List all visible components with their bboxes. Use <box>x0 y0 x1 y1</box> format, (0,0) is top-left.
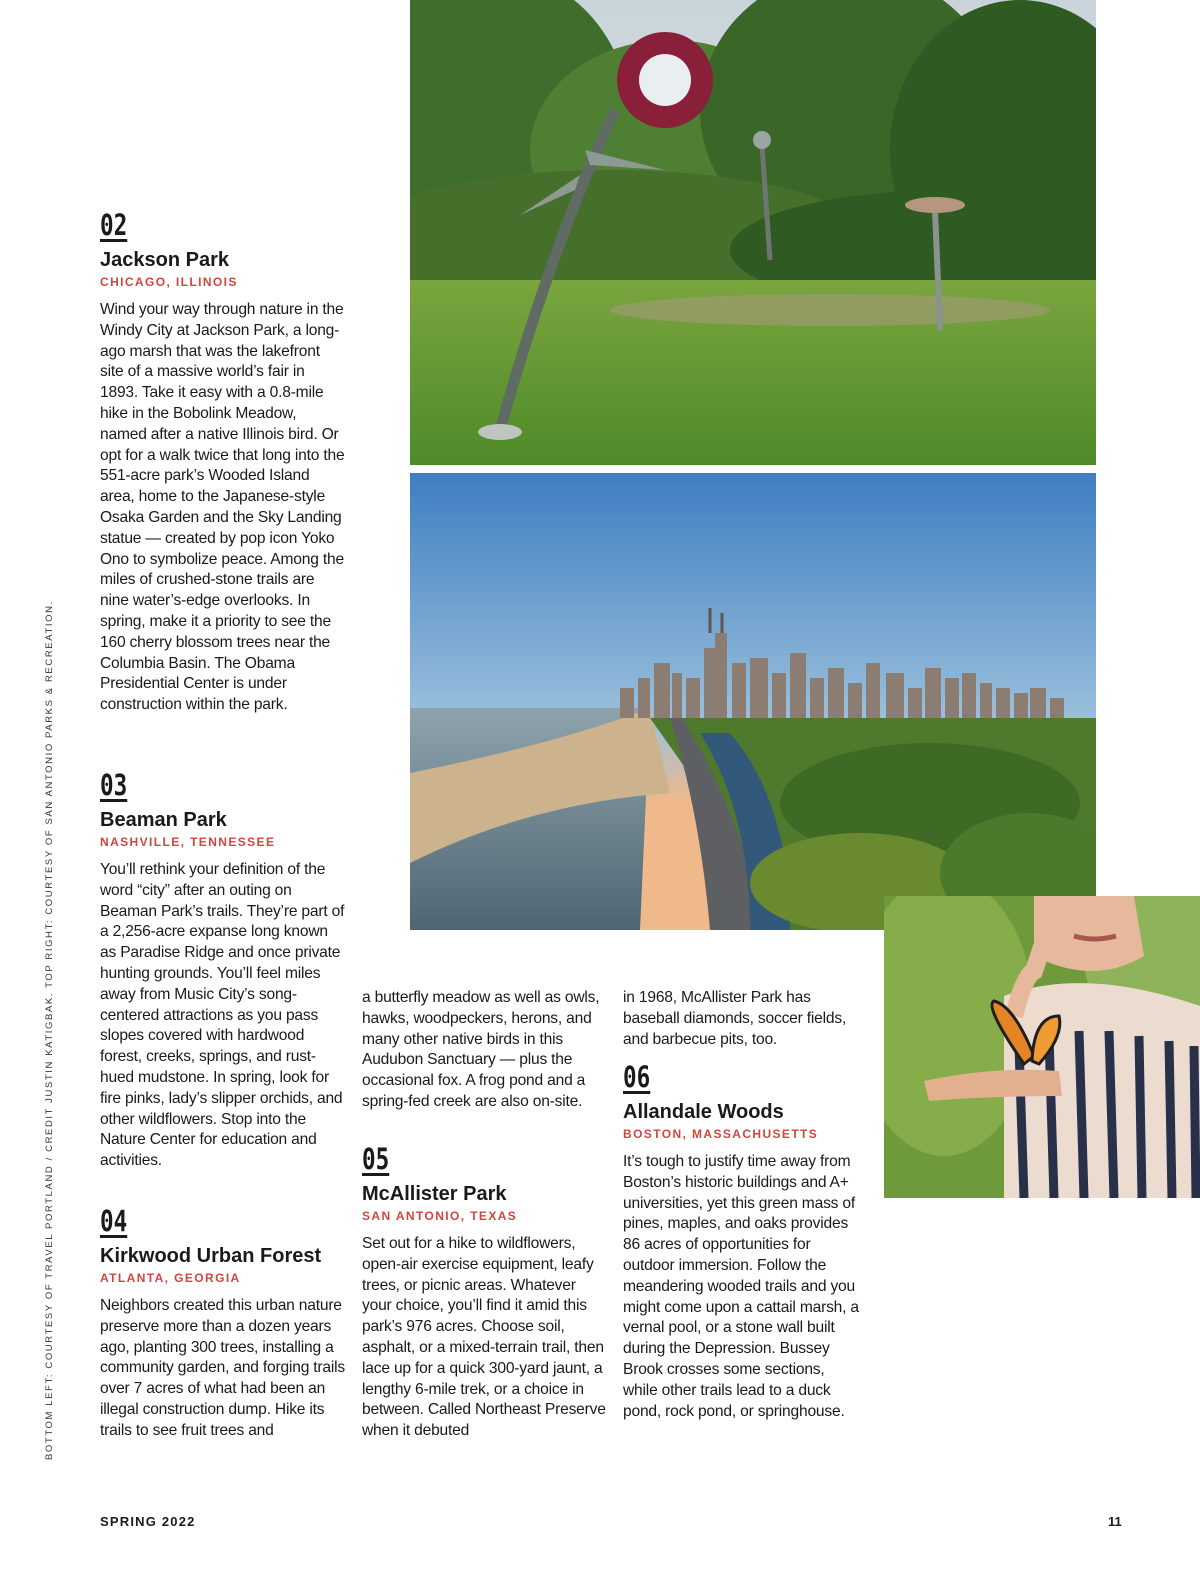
park-description: Neighbors created this urban nature preserve more than a dozen years ago, planting 300 trees, installing a community garden, and forging trails over 7 acres of what had been an illegal construction dump. Hike its trails to see fruit trees and <box>100 1297 346 1439</box>
issue-label: SPRING 2022 <box>100 1514 196 1529</box>
park-03-section <box>100 768 346 1172</box>
park-description-continued: a butterfly meadow as well as owls, hawks, woodpeckers, herons, and many other native birds in this Audubon Sanctuary — plus the occasional fox. A frog pond and a spring-fed creek are also on-site. <box>362 989 600 1110</box>
park-description: You’ll rethink your definition of the word “city” after an outing on Beaman Park’s trails. They’re part of a 2,256-acre expanse long known as Paradise Ridge and once private hunting grounds. You’ll feel miles away from Music City’s song-centered attractions as you pass slopes covered with hardwood forest, creeks, springs, and rust-hued mudstone. In spring, look for fire pinks, lady’s slipper orchids, and other wildflowers. Stop into the Nature Center for education and activities. <box>100 861 345 1170</box>
park-name: Allandale Woods <box>623 1101 784 1123</box>
park-location: BOSTON, MASSACHUSETTS <box>623 1127 819 1141</box>
park-name: Jackson Park <box>100 249 229 271</box>
page-number: 11 <box>1108 1514 1122 1529</box>
park-location: CHICAGO, ILLINOIS <box>100 275 238 289</box>
park-name: Kirkwood Urban Forest <box>100 1245 322 1267</box>
park-06-section <box>623 1060 859 1422</box>
photo-credit: BOTTOM LEFT: COURTESY OF TRAVEL PORTLAND / CREDIT JUSTIN KATIGBAK. TOP RIGHT: COURTESY OF SAN ANTONIO PARKS & RECREATION. <box>44 600 55 1460</box>
park-number: 03 <box>100 768 128 802</box>
park-name: Beaman Park <box>100 809 227 831</box>
park-number: 04 <box>100 1204 128 1238</box>
park-number: 02 <box>100 208 128 242</box>
park-05-section <box>362 1142 608 1442</box>
park-04-section <box>100 1204 346 1442</box>
sculpture-park-photo <box>410 0 1096 465</box>
park-description: It’s tough to justify time away from Boston’s historic buildings and A+ universities, yet this green mass of pines, maples, and oaks provides 86 acres of opportunities for outdoor immersion. Follow the meandering wooded trails and you might come upon a cattail marsh, a vernal pool, or a stone wall built during the Depression. Bussey Brook crosses some sections, while other trails lead to a duck pond, rock pond, or springhouse. <box>623 1153 859 1420</box>
park-location: ATLANTA, GEORGIA <box>100 1271 241 1285</box>
park-description: Wind your way through nature in the Windy City at Jackson Park, a long-ago marsh that was the lakefront site of a massive world’s fair in 1893. Take it easy with a 0.8-mile hike in the Bobolink Meadow, named after a native Illinois bird. Or opt for a walk twice that long into the 551-acre park’s Wooded Island area, home to the Japanese-style Osaka Garden and the Sky Landing statue — created by pop icon Yoko Ono to symbolize peace. Among the miles of crushed-stone trails are nine water’s-edge overlooks. In spring, make it a priority to see the 160 cherry blossom trees near the Columbia Basin. The Obama Presidential Center is under construction within the park. <box>100 301 345 714</box>
park-05-continued <box>623 988 859 1050</box>
park-number: 05 <box>362 1142 390 1176</box>
park-name: McAllister Park <box>362 1183 507 1205</box>
park-02-section <box>100 208 346 716</box>
park-location: NASHVILLE, TENNESSEE <box>100 835 276 849</box>
chicago-skyline-photo <box>410 473 1096 930</box>
park-location: SAN ANTONIO, TEXAS <box>362 1209 518 1223</box>
park-04-continued <box>362 988 608 1113</box>
park-number: 06 <box>623 1060 651 1094</box>
park-description: Set out for a hike to wildflowers, open-air exercise equipment, leafy trees, or picnic areas. Whatever your choice, you’ll find it amid this park’s 976 acres. Choose soil, asphalt, or a mixed-terrain trail, then lace up for a quick 300-yard jaunt, a lengthy 6-mile trek, or a choice in between. Called Northeast Preserve when it debuted <box>362 1235 606 1440</box>
park-description-continued: in 1968, McAllister Park has baseball diamonds, soccer fields, and barbecue pits, too. <box>623 989 847 1048</box>
butterfly-child-photo <box>884 896 1200 1198</box>
